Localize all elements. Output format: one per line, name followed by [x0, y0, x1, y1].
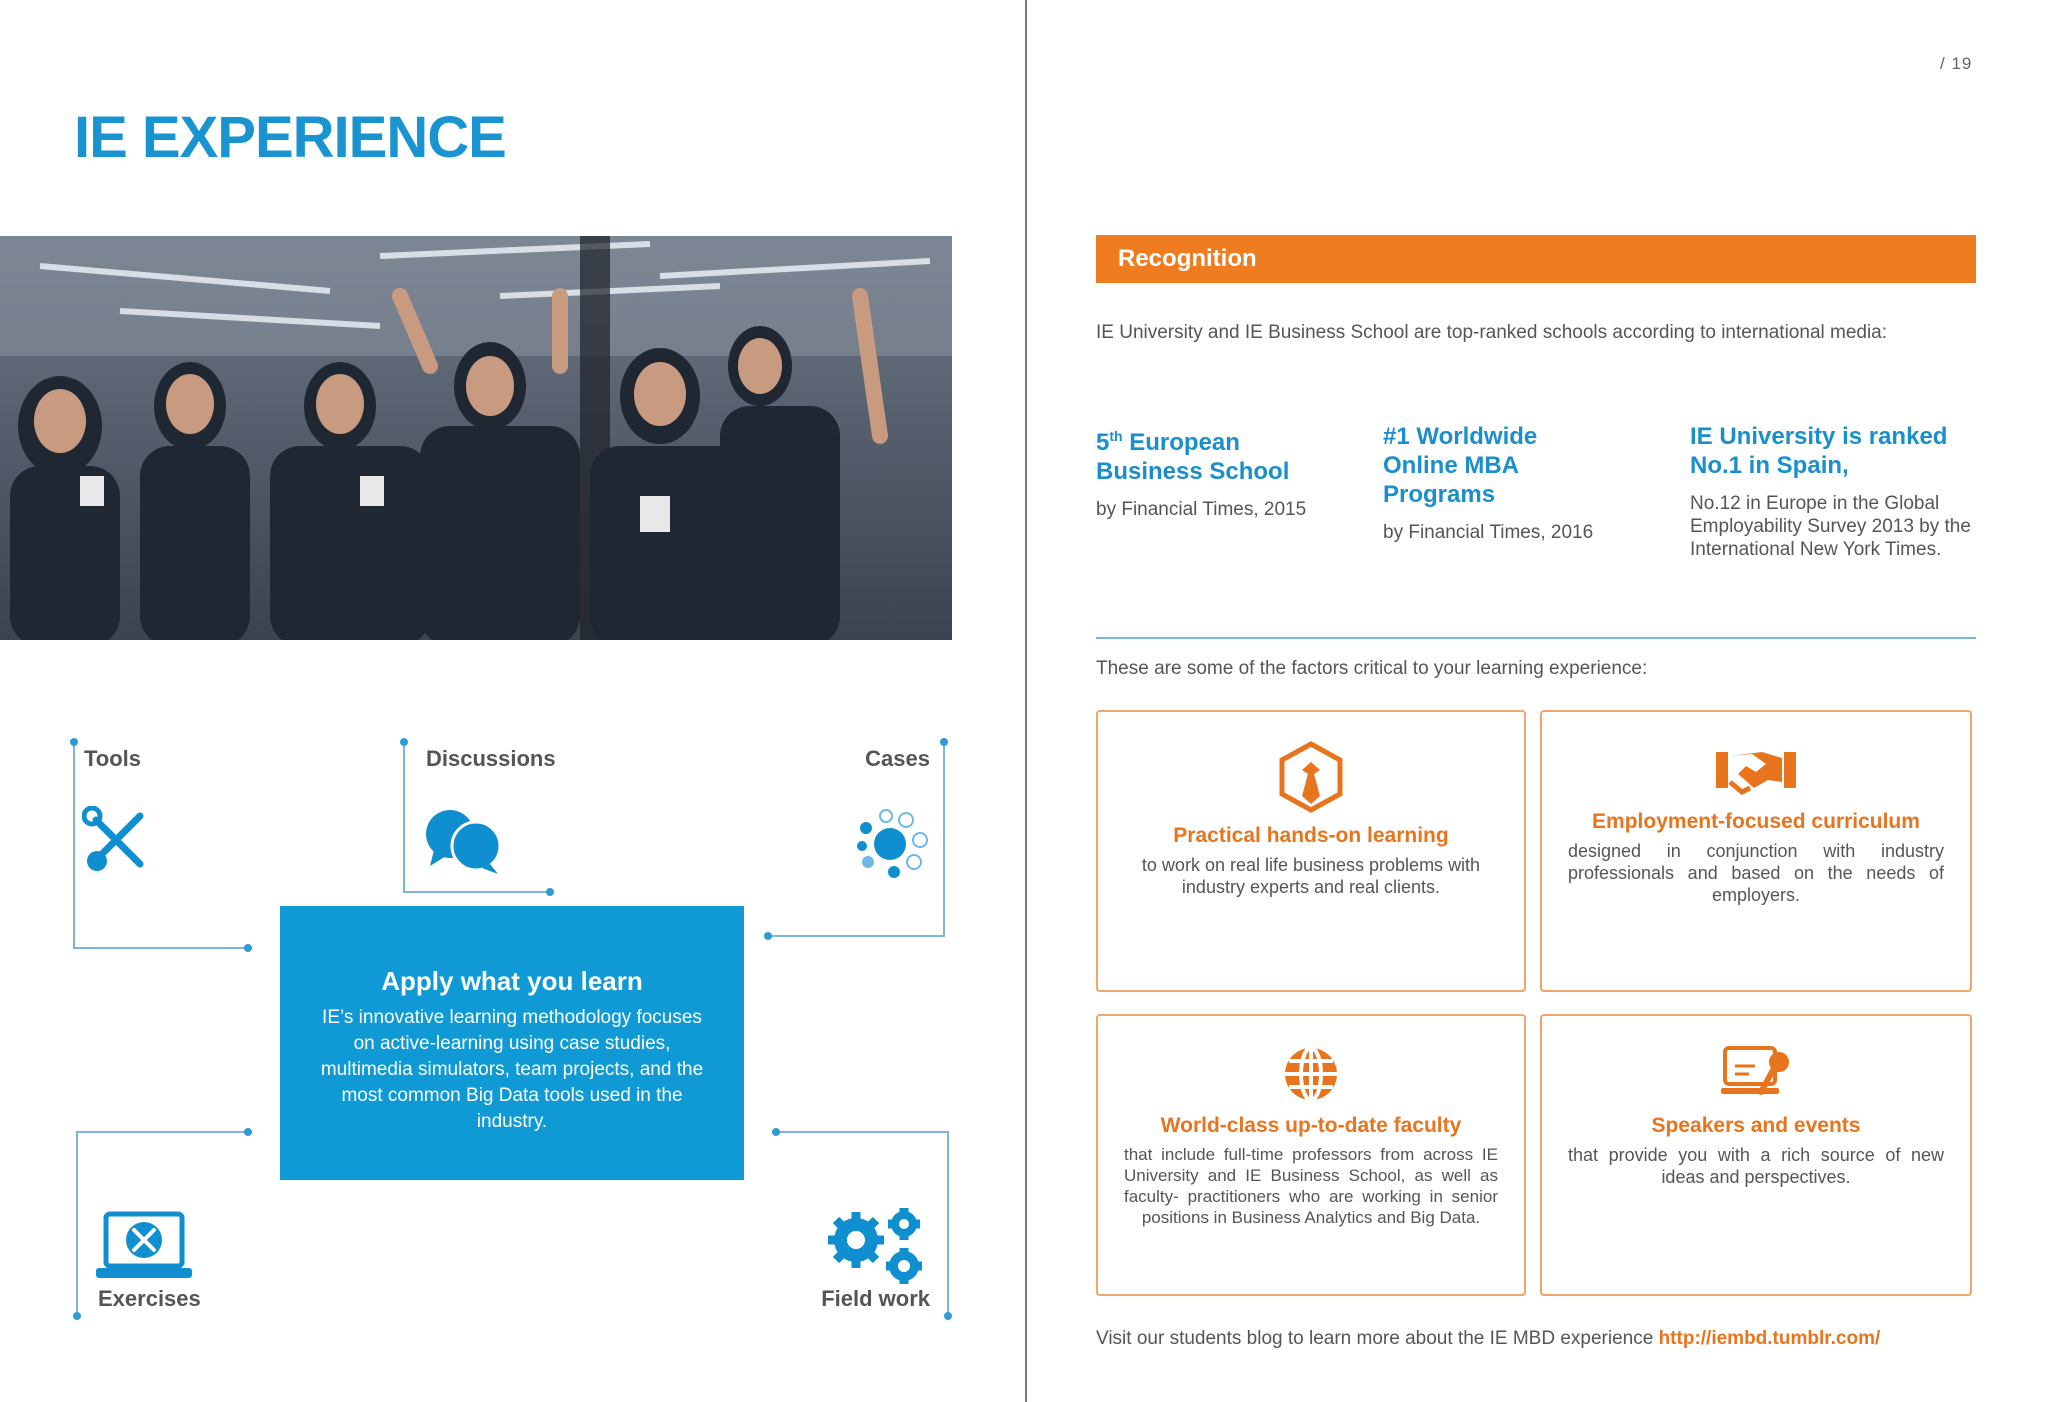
tools-label: Tools	[84, 746, 142, 771]
factors-intro: These are some of the factors critical to your learning experience:	[1096, 658, 1648, 679]
students-celebrating-photo	[0, 236, 952, 640]
wrench-screwdriver-icon	[82, 806, 152, 876]
apply-what-you-learn-box	[280, 906, 744, 1180]
blog-line	[1096, 1328, 1880, 1350]
apply-text: IE’s innovative learning methodology focuses on active-learning using case studies, multimedia simulators, team projects, and the most common Big Data tools used in the industry.	[320, 1007, 704, 1132]
factor-card-speakers	[1540, 1014, 1972, 1296]
apply-title: Apply what you learn	[381, 966, 643, 996]
speech-bubbles-icon	[424, 806, 504, 876]
factor-text: to work on real life business problems with industry experts and real clients.	[1141, 855, 1481, 897]
gears-icon	[826, 1206, 926, 1286]
page-title: IE EXPERIENCE	[74, 105, 506, 170]
factor-title: World-class up-to-date faculty	[1160, 1114, 1462, 1137]
handshake-icon	[1716, 740, 1796, 800]
ranking-1	[1096, 422, 1336, 521]
factor-title: Employment-focused curriculum	[1592, 810, 1920, 833]
cases-label: Cases	[865, 746, 930, 771]
exercises-label: Exercises	[98, 1286, 201, 1311]
field-work-label: Field work	[821, 1286, 930, 1311]
network-circles-icon	[850, 806, 932, 882]
globe-icon	[1281, 1044, 1341, 1104]
ranking-2	[1383, 422, 1603, 544]
ranking-1-title: 5th European Business School	[1096, 428, 1290, 485]
factor-card-employment	[1540, 710, 1972, 992]
cube-tie-icon	[1276, 740, 1346, 814]
recognition-heading: Recognition	[1096, 235, 1976, 283]
recognition-intro: IE University and IE Business School are top-ranked schools according to international media:	[1096, 322, 1888, 343]
ranking-3	[1690, 422, 1976, 561]
ranking-3-title: IE University is ranked No.1 in Spain,	[1690, 423, 1948, 479]
ranking-2-title: #1 Worldwide Online MBA Programs	[1383, 423, 1538, 508]
factor-text: that include full-time professors from across IE University and IE Business School, as well as faculty- practitioners who are working in senior positions in Business Analytics and Big Data.	[1124, 1145, 1498, 1227]
ranking-1-source: by Financial Times, 2015	[1096, 499, 1307, 520]
factor-card-faculty	[1096, 1014, 1526, 1296]
discussions-label: Discussions	[426, 746, 556, 771]
factor-title: Practical hands-on learning	[1173, 824, 1449, 847]
presentation-microphone-icon	[1721, 1044, 1791, 1104]
laptop-tools-icon	[96, 1210, 192, 1280]
factor-text: designed in conjunction with industry professionals and based on the needs of employers.	[1568, 841, 1944, 905]
ranking-3-source: No.12 in Europe in the Global Employability Survey 2013 by the International New York Times.	[1690, 493, 1971, 560]
factor-title: Speakers and events	[1651, 1114, 1861, 1137]
factor-text: that provide you with a rich source of new ideas and perspectives.	[1568, 1145, 1944, 1187]
section-divider	[1096, 637, 1976, 639]
ranking-2-source: by Financial Times, 2016	[1383, 522, 1594, 543]
blog-text: Visit our students blog to learn more about the IE MBD experience	[1096, 1328, 1659, 1349]
factor-card-practical	[1096, 710, 1526, 992]
blog-link[interactable]: http://iembd.tumblr.com/	[1658, 1328, 1881, 1349]
page-number: / 19	[1940, 54, 1973, 73]
page-divider	[1025, 0, 1027, 1402]
